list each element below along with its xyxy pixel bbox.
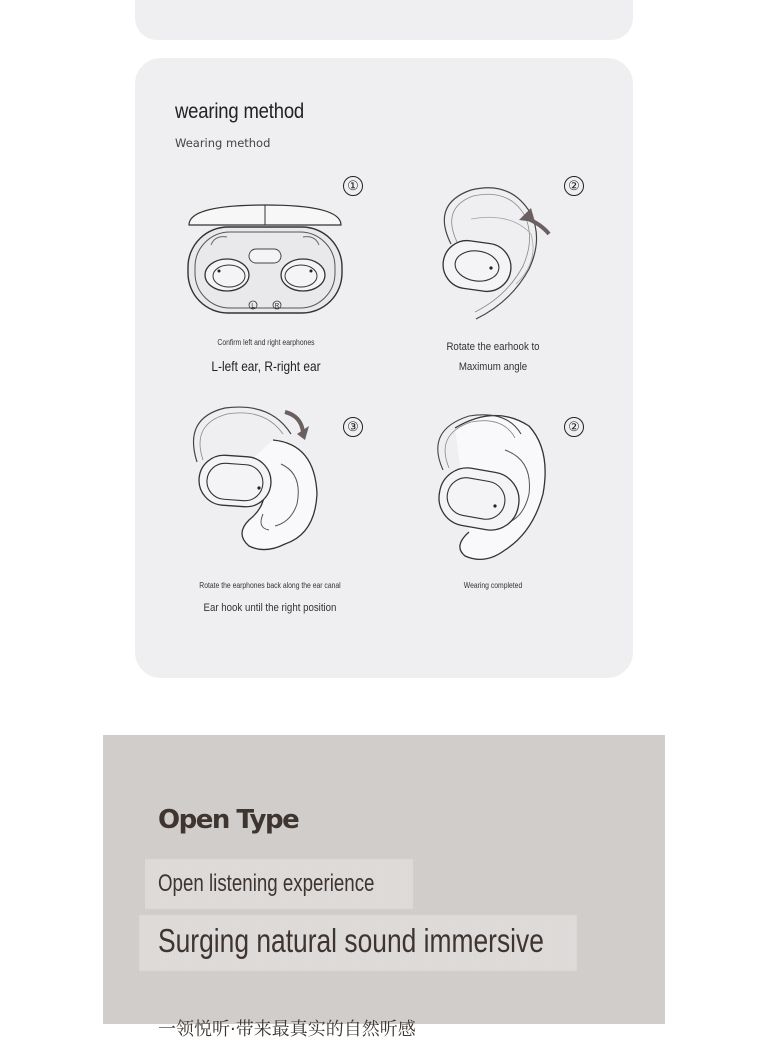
previous-section-card (135, 0, 633, 40)
step-4-number: ② (564, 417, 584, 437)
step-2-caption-main: Maximum angle (458, 361, 528, 373)
case-left-label: L (251, 303, 255, 310)
step-3-caption-main: Ear hook until the right position (203, 602, 337, 614)
section-subtitle: Wearing method (175, 136, 271, 150)
step-3-caption-small: Rotate the earphones back along the ear canal (199, 581, 341, 590)
charging-case-icon (185, 201, 345, 316)
step-4-caption-small: Wearing completed (463, 581, 523, 590)
case-right-label: R (274, 303, 280, 310)
open-type-banner (103, 735, 665, 1040)
step-1-caption-small: Confirm left and right earphones (217, 338, 315, 347)
promo-line-2: Surging natural sound immersive (158, 922, 544, 959)
promo-line-3: 一领悦听·带来最真实的自然听感 (158, 1019, 416, 1040)
ear-hook-fit-icon (185, 404, 325, 564)
rotate-earhook-icon (431, 184, 561, 324)
wearing-method-card (135, 58, 633, 678)
section-title: wearing method (175, 100, 305, 123)
promo-line-1: Open listening experience (158, 870, 375, 897)
promo-title: Open Type (158, 805, 299, 835)
step-2-caption-small: Rotate the earhook to (446, 341, 540, 353)
step-1-caption-main: L-left ear, R-right ear (211, 358, 321, 374)
worn-earphone-icon (425, 410, 555, 565)
step-3-number: ③ (343, 417, 363, 437)
step-2-number: ② (564, 176, 584, 196)
step-1-number: ① (343, 176, 363, 196)
